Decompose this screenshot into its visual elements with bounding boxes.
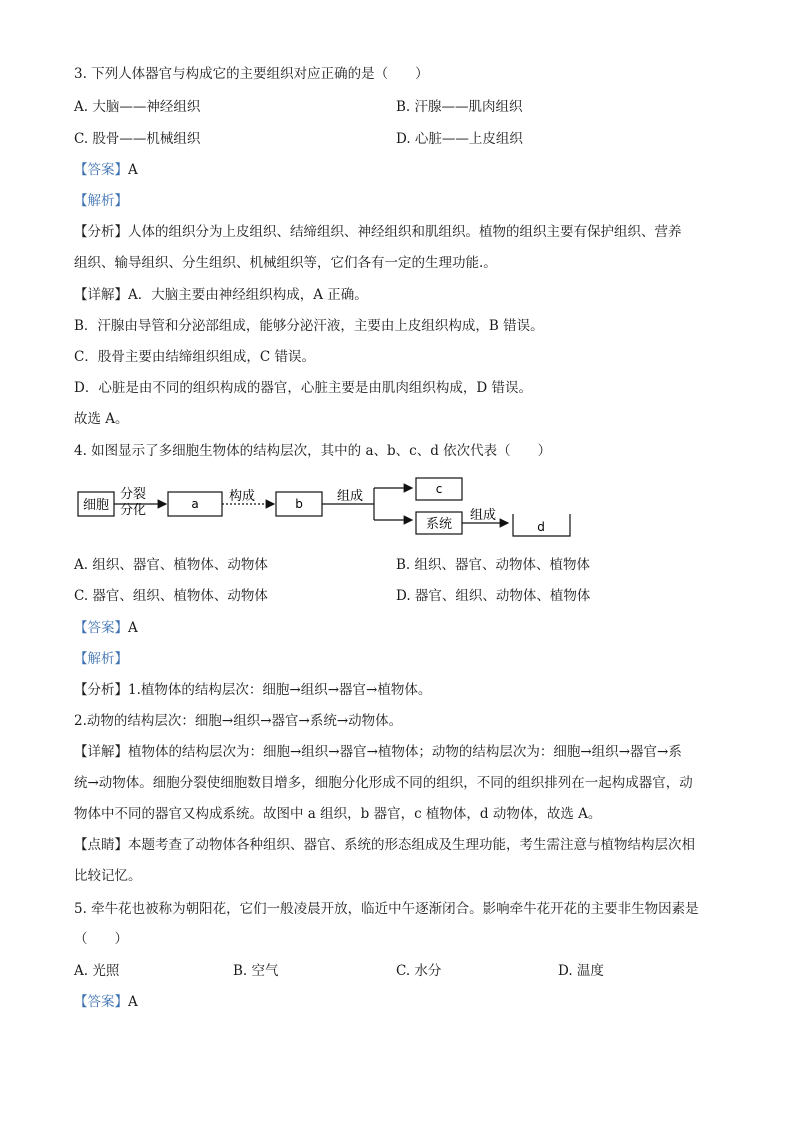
form-label: 构成: [228, 489, 256, 504]
q4-fenxi-2: 2.动物的结构层次：细胞→组织→器官→系统→动物体。: [74, 713, 403, 729]
fenxi-tag: 【分析】: [74, 682, 128, 698]
q5-option-a: A. 光照: [74, 963, 120, 979]
q4-option-d: D. 器官、组织、动物体、植物体: [396, 588, 591, 604]
q3-stem: 3. 下列人体器官与构成它的主要组织对应正确的是（ ）: [74, 66, 429, 82]
q3-conclusion: 故选 A。: [74, 411, 129, 427]
q3-option-a: A. 大脑——神经组织: [74, 99, 201, 115]
q3-xiangjie-4: D．心脏是由不同的组织构成的器官，心脏主要是由肌肉组织构成，D 错误。: [74, 380, 532, 396]
answer-tag: 【答案】: [74, 994, 128, 1010]
q4-dianjing-1: [74, 835, 695, 855]
q5-option-d: D. 温度: [558, 963, 604, 979]
answer-tag: 【答案】: [74, 162, 128, 178]
q4-dianjing-2: 比较记忆。: [74, 868, 142, 884]
q5-answer: [74, 992, 138, 1012]
q3-option-d: D. 心脏——上皮组织: [396, 131, 523, 147]
q3-answer: [74, 160, 138, 180]
fenxi-text: 人体的组织分为上皮组织、结缔组织、神经组织和肌组织。植物的组织主要有保护组织、营养: [128, 224, 682, 240]
q3-option-b: B. 汗腺——肌肉组织: [396, 99, 523, 115]
q4-option-b: B. 组织、器官、动物体、植物体: [396, 557, 591, 573]
answer-value: A: [128, 994, 138, 1010]
q3-jiexi-tag: 【解析】: [74, 193, 128, 209]
b-label: b: [295, 497, 303, 511]
xiangjie-text: 植物体的结构层次为：细胞→组织→器官→植物体；动物的结构层次为：细胞→组织→器官→系: [128, 744, 682, 760]
q4-option-a: A. 组织、器官、植物体、动物体: [74, 557, 268, 573]
q3-xiangjie-1: [74, 285, 368, 305]
fenxi-text: 1.植物体的结构层次：细胞→组织→器官→植物体。: [128, 682, 432, 698]
q5-option-c: C. 水分: [396, 963, 442, 979]
divide-label-2: 分化: [119, 503, 147, 518]
cell-label: 细胞: [82, 498, 110, 513]
q4-answer: [74, 618, 138, 638]
q5-stem-2: （ ）: [74, 931, 128, 947]
q3-option-c: C. 股骨——机械组织: [74, 131, 201, 147]
answer-value: A: [128, 162, 138, 178]
q4-stem: 4. 如图显示了多细胞生物体的结构层次，其中的 a、b、c、d 依次代表（ ）: [74, 443, 552, 459]
xiangjie-text: A．大脑主要由神经组织构成，A 正确。: [128, 287, 368, 303]
dianjing-tag: 【点睛】: [74, 837, 128, 853]
fenxi-tag: 【分析】: [74, 224, 128, 240]
q4-option-c: C. 器官、组织、植物体、动物体: [74, 588, 268, 604]
xiangjie-tag: 【详解】: [74, 744, 128, 760]
q5-option-b: B. 空气: [233, 963, 279, 979]
q3-xiangjie-2: B．汗腺由导管和分泌部组成，能够分泌汗液，主要由上皮组织构成，B 错误。: [74, 318, 544, 334]
dianjing-text: 本题考查了动物体各种组织、器官、系统的形态组成及生理功能，考生需注意与植物结构层次相: [128, 837, 695, 853]
compose-label-1: 组成: [336, 489, 364, 504]
q4-xiangjie-3: 物体中不同的器官又构成系统。故图中 a 组织，b 器官，c 植物体，d 动物体，故选 A。: [74, 806, 602, 822]
compose-label-2: 组成: [469, 508, 497, 523]
divide-label-1: 分裂: [119, 487, 147, 502]
q3-fenxi-2: 组织、输导组织、分生组织、机械组织等，它们各有一定的生理功能.。: [74, 255, 497, 271]
xiangjie-tag: 【详解】: [74, 287, 128, 303]
q4-xiangjie-1: [74, 742, 682, 762]
q4-jiexi-tag: 【解析】: [74, 651, 128, 667]
q5-stem-1: 5. 牵牛花也被称为朝阳花，它们一般凌晨开放，临近中午逐渐闭合。影响牵牛花开花的主要非生物因素是: [74, 901, 699, 917]
a-label: a: [191, 497, 199, 511]
q3-xiangjie-3: C．股骨主要由结缔组织组成，C 错误。: [74, 349, 315, 365]
q4-fenxi-1: [74, 680, 431, 700]
answer-tag: 【答案】: [74, 620, 128, 636]
q3-fenxi-1: [74, 222, 682, 242]
structure-diagram: [70, 470, 590, 548]
system-label: 系统: [425, 517, 453, 532]
q4-xiangjie-2: 统→动物体。细胞分裂使细胞数目增多，细胞分化形成不同的组织，不同的组织排列在一起构成器官，动: [74, 775, 693, 791]
d-label: d: [537, 520, 545, 534]
answer-value: A: [128, 620, 138, 636]
c-label: c: [435, 482, 443, 496]
